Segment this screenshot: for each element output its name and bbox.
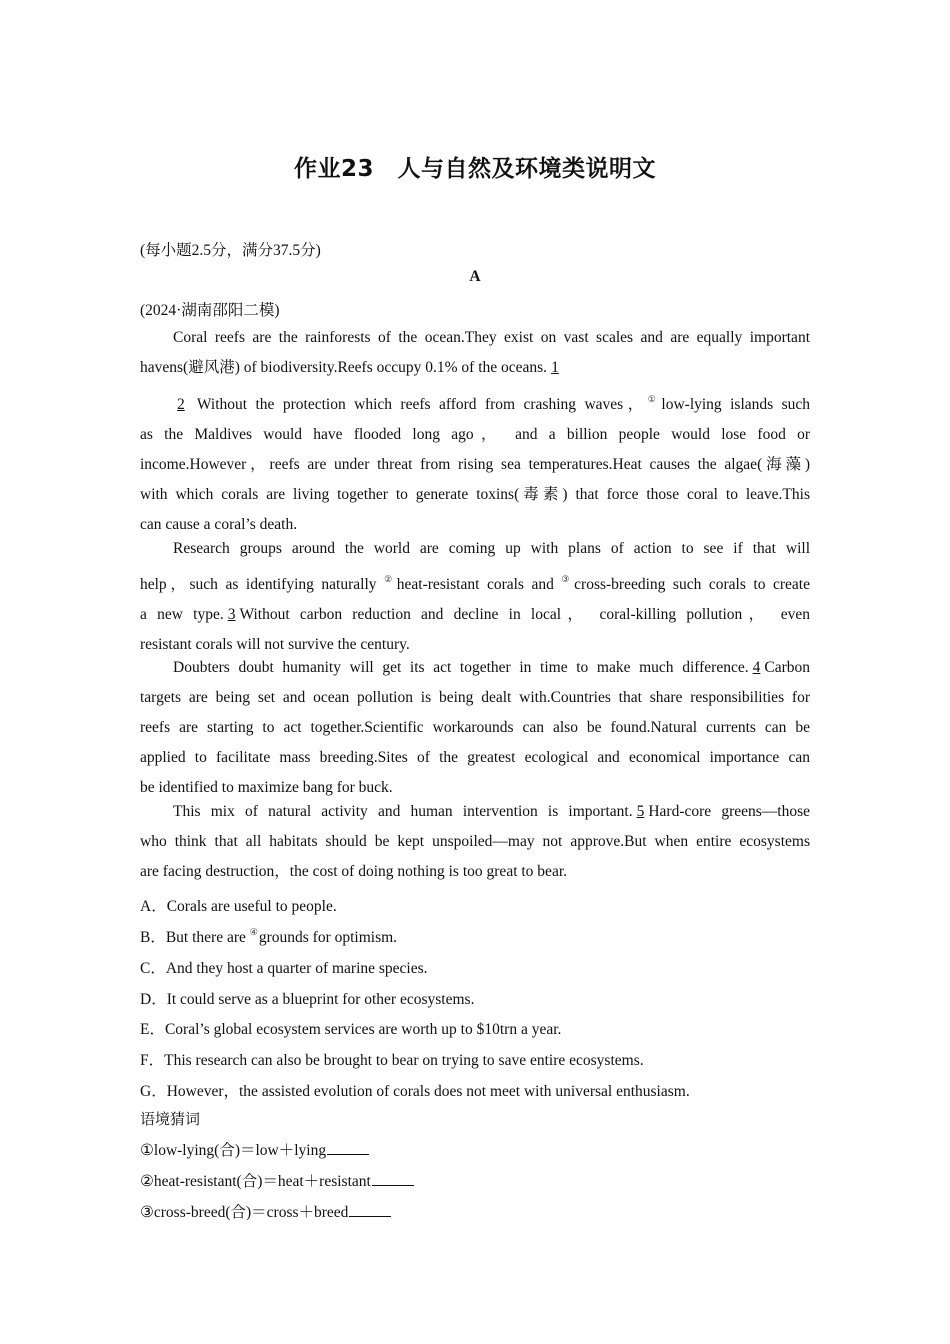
- vocab-heading: 语境猜词: [140, 1110, 201, 1128]
- blank-5: 5: [636, 803, 645, 820]
- paragraph-line: with which corals are living together to generate toxins(毒素) that force those coral to leave.This: [140, 486, 810, 503]
- paragraph-line: a new type.: [140, 606, 224, 623]
- vocab-item-1: [140, 1138, 369, 1160]
- paragraph-line: Hard-core greens—those: [648, 803, 810, 820]
- paragraph-line: be identified to maximize bang for buck.: [140, 779, 393, 796]
- passage-paragraph-1: [140, 323, 810, 383]
- paragraph-line: Doubters doubt humanity will get its act together in time to make much difference.: [173, 659, 749, 676]
- marker-4: ④: [249, 927, 258, 937]
- blank-1: 1: [551, 359, 559, 376]
- vocab-item-text: ①low-lying(合)＝low＋lying: [140, 1142, 327, 1159]
- blank-3: 3: [227, 606, 236, 623]
- passage-paragraph-2: [140, 384, 810, 540]
- answer-blank[interactable]: [349, 1202, 391, 1217]
- option-b: [140, 925, 397, 947]
- paragraph-line: applied to facilitate mass breeding.Sites of the greatest ecological and economical importance can: [140, 749, 810, 766]
- paragraph-line: Without carbon reduction and decline in local， coral-killing pollution， even: [239, 606, 811, 623]
- paragraph-line: Carbon: [764, 659, 810, 676]
- paragraph-line: can cause a coral’s death.: [140, 516, 298, 533]
- option-f: F．This research can also be brought to bear on trying to save entire ecosystems.: [140, 1052, 644, 1069]
- vocab-item-text: ②heat-resistant(合)＝heat＋resistant: [140, 1173, 371, 1190]
- page-title: 作业23 人与自然及环境类说明文: [293, 156, 656, 182]
- paragraph-line: help，such as identifying naturally: [140, 576, 385, 593]
- option-g: G．However，the assisted evolution of corals does not meet with universal enthusiasm.: [140, 1083, 690, 1100]
- marker-3: ③: [561, 574, 574, 584]
- paragraph-line: Research groups around the world are coming up with plans of action to see if that will: [173, 540, 810, 557]
- paragraph-line: This mix of natural activity and human intervention is important.: [173, 803, 633, 820]
- option-d: D．It could serve as a blueprint for other ecosystems.: [140, 991, 475, 1008]
- vocab-item-2: [140, 1169, 414, 1191]
- paragraph-line: are facing destruction，the cost of doing nothing is too great to bear.: [140, 863, 567, 880]
- paragraph-line: Without the protection which reefs afford from crashing waves，: [196, 396, 648, 413]
- source-note: (2024·湖南邵阳二模): [140, 302, 280, 319]
- paragraph-line: heat-resistant corals and: [396, 576, 562, 593]
- passage-paragraph-3: [140, 534, 810, 660]
- marker-2: ②: [384, 574, 396, 584]
- paragraph-line: reefs are starting to act together.Scientific workarounds can also be found.Natural currents can be: [140, 719, 810, 736]
- option-b-text: B．But there are: [140, 929, 250, 946]
- blank-4: 4: [752, 659, 761, 676]
- marker-1: ①: [647, 394, 661, 404]
- option-b-text: grounds for optimism.: [258, 929, 398, 946]
- option-e: E．Coral’s global ecosystem services are worth up to $10trn a year.: [140, 1021, 562, 1038]
- passage-paragraph-5: [140, 797, 810, 887]
- blank-2: 2: [177, 396, 185, 413]
- paragraph-line: resistant corals will not survive the century.: [140, 636, 410, 653]
- paragraph-line: low-lying islands such: [661, 396, 810, 413]
- option-c: C．And they host a quarter of marine species.: [140, 960, 428, 977]
- answer-blank[interactable]: [372, 1171, 414, 1186]
- paragraph-line: targets are being set and ocean pollution is being dealt with.Countries that share responsibilities for: [140, 689, 810, 706]
- option-a: A．Corals are useful to people.: [140, 898, 337, 915]
- answer-blank[interactable]: [327, 1140, 369, 1155]
- passage-paragraph-4: [140, 653, 810, 803]
- section-label: A: [469, 268, 481, 285]
- paragraph-line: cross-breeding such corals to create: [574, 576, 810, 593]
- vocab-item-3: [140, 1200, 391, 1222]
- vocab-item-text: ③cross-breed(合)＝cross＋breed: [140, 1204, 349, 1221]
- scoring-note: (每小题2.5分，满分37.5分): [140, 242, 321, 259]
- paragraph-line: as the Maldives would have flooded long ago， and a billion people would lose food or: [140, 426, 810, 443]
- paragraph-line: havens(避风港) of biodiversity.Reefs occupy 0.1% of the oceans.: [140, 359, 548, 376]
- paragraph-line: income.However，reefs are under threat from rising sea temperatures.Heat causes the algae(海藻): [140, 456, 810, 473]
- paragraph-line: Coral reefs are the rainforests of the ocean.They exist on vast scales and are equally important: [173, 329, 810, 346]
- paragraph-line: who think that all habitats should be kept unspoiled—may not approve.But when entire ecosystems: [140, 833, 810, 850]
